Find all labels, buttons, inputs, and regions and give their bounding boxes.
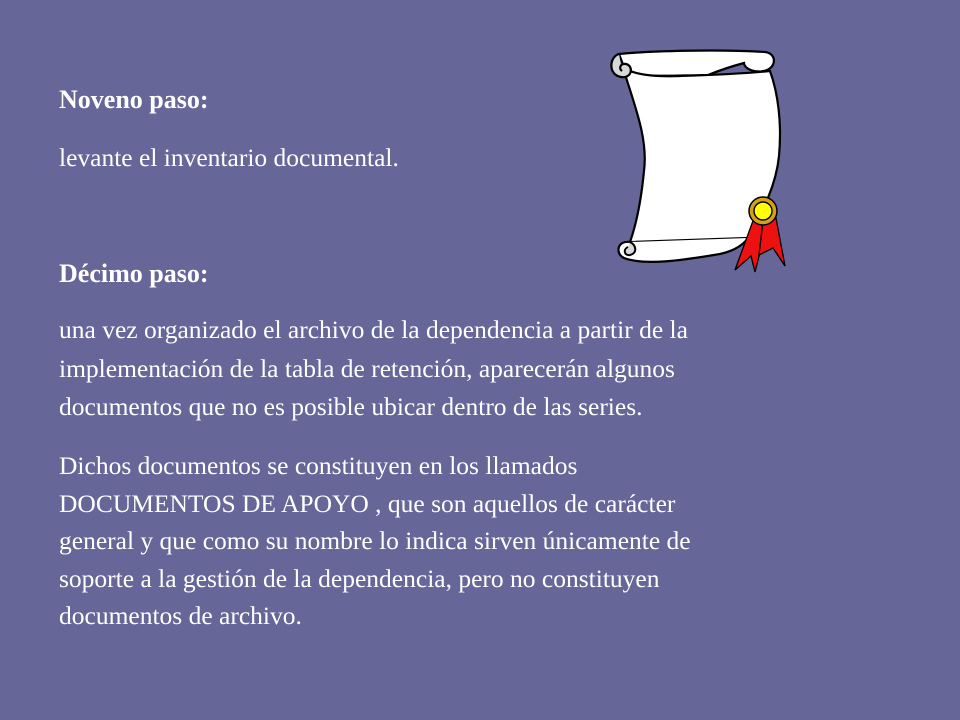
support-documents-line: soporte a la gestión de la dependencia, pero no constituyen [59, 563, 660, 593]
support-documents-line: general y que como su nombre lo indica sirven únicamente de [59, 526, 691, 555]
step10-text [59, 311, 879, 427]
step9-heading: Noveno paso: [59, 85, 209, 114]
support-documents-line: documentos de archivo. [59, 601, 302, 630]
step10-heading: Décimo paso: [59, 259, 209, 288]
step10-line: documentos que no es posible ubicar dentro de las series. [59, 392, 643, 421]
step10-line: implementación de la tabla de retención, aparecerán algunos [59, 353, 675, 383]
support-documents-line: Dichos documentos se constituyen en los llamados [59, 451, 578, 480]
step10-line: una vez organizado el archivo de la dependencia a partir de la [59, 315, 688, 344]
step9-text: levante el inventario documental. [59, 143, 399, 172]
support-documents-line: DOCUMENTOS DE APOYO , que son aquellos de carácter [59, 488, 676, 518]
support-documents-text [59, 447, 879, 635]
